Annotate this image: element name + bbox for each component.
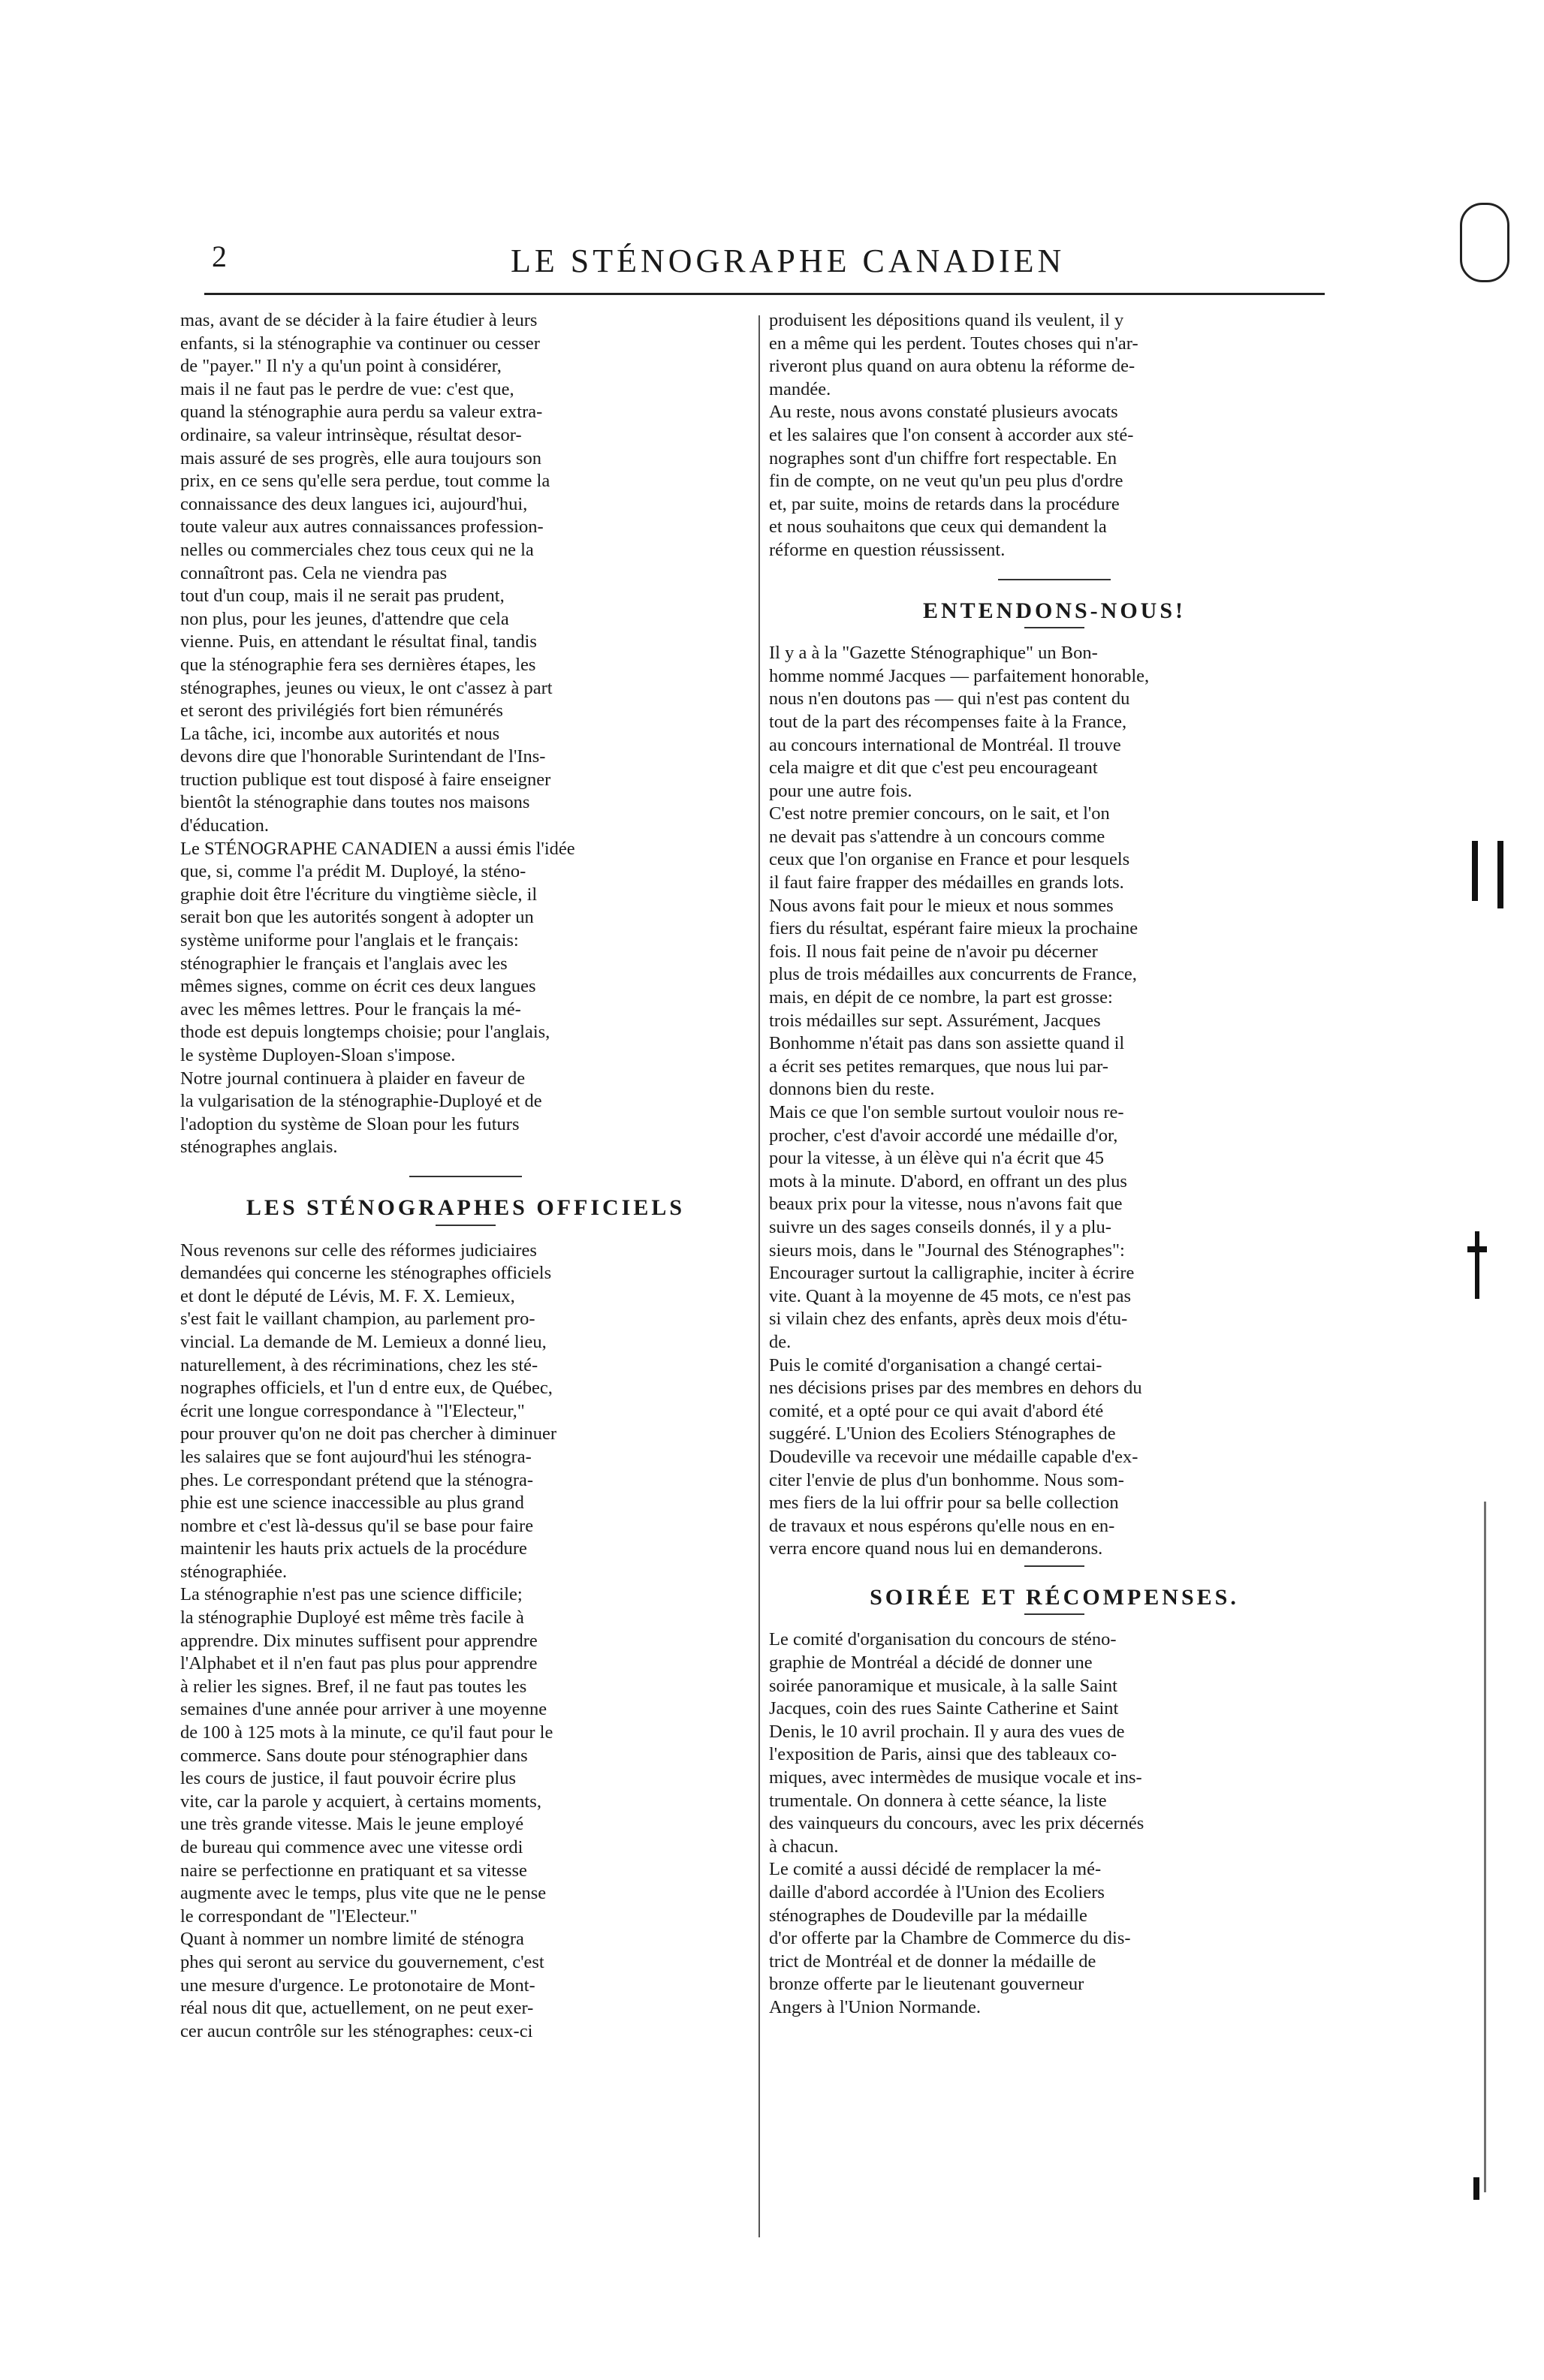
text-line: citer l'envie de plus d'un bonhomme. Nous som-	[769, 1469, 1124, 1490]
text-line: connaissance des deux langues ici, aujourd'hui,	[180, 493, 528, 514]
text-line: de travaux et nous espérons qu'elle nous en en-	[769, 1515, 1115, 1536]
text-line: mes fiers de la lui offrir pour sa belle collection	[769, 1493, 1119, 1514]
text-line: vincial. La demande de M. Lemieux a donné lieu,	[180, 1331, 547, 1352]
text-line: Il y a à la "Gazette Sténographique" un Bon-	[769, 643, 1098, 664]
section-divider-rule	[409, 1176, 522, 1177]
text-line: daille d'abord accordée à l'Union des Ecoliers	[769, 1882, 1105, 1902]
margin-mark	[1497, 841, 1503, 908]
heading-rule	[1024, 1613, 1084, 1615]
text-line: riveront plus quand on aura obtenu la réforme de-	[769, 356, 1135, 377]
right-section2-text	[769, 1628, 1340, 2019]
text-line: d'éducation.	[180, 815, 270, 836]
text-line: Quant à nommer un nombre limité de sténogra	[180, 1929, 524, 1950]
text-line: nelles ou commerciales chez tous ceux qui ne la	[180, 539, 534, 560]
text-line: Angers à l'Union Normande.	[769, 1996, 982, 2017]
text-line: phes qui seront au service du gouvernement, c'est	[180, 1951, 544, 1972]
text-line: s'est fait le vaillant champion, au parlement pro-	[180, 1309, 535, 1330]
page-number: 2	[212, 240, 227, 273]
text-line: mais assuré de ses progrès, elle aura toujours son	[180, 447, 542, 468]
text-line: Le STÉNOGRAPHE CANADIEN a aussi émis l'idée	[180, 838, 575, 859]
text-line: réforme en question réussissent.	[769, 539, 1006, 560]
text-line: si vilain chez des enfants, après deux mois d'étu-	[769, 1309, 1128, 1330]
text-line: Doudeville va recevoir une médaille capable d'ex-	[769, 1446, 1138, 1467]
text-line: La tâche, ici, incombe aux autorités et nous	[180, 723, 500, 744]
section-heading-entendons: ENTENDONS-NOUS!	[922, 598, 1187, 623]
text-line: de 100 à 125 mots à la minute, ce qu'il faut pour le	[180, 1722, 553, 1743]
text-line: procher, c'est d'avoir accordé une médaille d'or,	[769, 1125, 1118, 1146]
text-line: naturellement, à des récriminations, chez les sté-	[180, 1354, 538, 1375]
text-line: semaines d'une année pour arriver à une moyenne	[180, 1699, 547, 1720]
text-line: mas, avant de se décider à la faire étudier à leurs	[180, 310, 538, 330]
text-line: Bonhomme n'était pas dans son assiette quand il	[769, 1033, 1125, 1054]
text-line: prix, en ce sens qu'elle sera perdue, tout comme la	[180, 471, 550, 492]
text-line: et nous souhaitons que ceux qui demandent la	[769, 517, 1107, 538]
left-intro-text	[180, 309, 751, 1159]
heading-rule	[436, 1225, 496, 1226]
text-line: écrit une longue correspondance à "l'Electeur,"	[180, 1400, 525, 1421]
text-line: de "payer." Il n'y a qu'un point à considérer,	[180, 356, 502, 377]
text-line: trumentale. On donnera à cette séance, la liste	[769, 1790, 1107, 1811]
text-line: cer aucun contrôle sur les sténographes: ceux-ci	[180, 2020, 533, 2041]
text-line: mêmes signes, comme on écrit ces deux langues	[180, 976, 536, 997]
right-section1-text	[769, 642, 1340, 1561]
text-line: bientôt la sténographie dans toutes nos maisons	[180, 792, 530, 813]
header-rule	[204, 293, 1325, 295]
text-line: nes décisions prises par des membres en dehors du	[769, 1378, 1142, 1399]
text-line: Au reste, nous avons constaté plusieurs avocats	[769, 402, 1118, 423]
heading-rule	[1024, 1565, 1084, 1567]
text-line: mais il ne faut pas le perdre de vue: c'est que,	[180, 378, 514, 399]
text-line: en a même qui les perdent. Toutes choses qui n'ar-	[769, 333, 1138, 354]
text-line: miques, avec intermèdes de musique vocale et ins-	[769, 1767, 1142, 1788]
text-line: truction publique est tout disposé à faire enseigner	[180, 769, 551, 790]
text-line: pour prouver qu'on ne doit pas chercher à diminuer	[180, 1423, 557, 1445]
text-line: graphie de Montréal a décidé de donner une	[769, 1652, 1093, 1674]
text-line: nous n'en doutons pas — qui n'est pas content du	[769, 688, 1130, 709]
publication-title: LE STÉNOGRAPHE CANADIEN	[511, 243, 1066, 279]
text-line: verra encore quand nous lui en demanderons.	[769, 1538, 1103, 1559]
text-line: à relier les signes. Bref, il ne faut pas toutes les	[180, 1676, 527, 1697]
right-intro-text	[769, 309, 1340, 562]
text-line: non plus, pour les jeunes, d'attendre que cela	[180, 608, 509, 629]
text-line: ceux que l'on organise en France et pour lesquels	[769, 849, 1130, 870]
text-line: donnons bien du reste.	[769, 1079, 935, 1100]
text-line: Jacques, coin des rues Sainte Catherine et Saint	[769, 1698, 1119, 1719]
text-line: Nous avons fait pour le mieux et nous sommes	[769, 895, 1114, 916]
text-line: graphie doit être l'écriture du vingtième siècle, il	[180, 884, 538, 905]
text-line: avec les mêmes lettres. Pour le français la mé-	[180, 999, 521, 1020]
text-line: a écrit ses petites remarques, que nous lui par-	[769, 1056, 1108, 1077]
margin-mark	[1467, 1246, 1487, 1252]
text-line: plus de trois médailles aux concurrents de France,	[769, 964, 1137, 985]
text-line: et dont le député de Lévis, M. F. X. Lemieux,	[180, 1285, 515, 1306]
text-line: mais, en dépit de ce nombre, la part est grosse:	[769, 987, 1113, 1008]
left-column	[180, 309, 751, 2231]
text-line: produisent les dépositions quand ils veulent, il y	[769, 310, 1124, 330]
text-line: sténographes, jeunes ou vieux, le ont c'assez à part	[180, 677, 553, 698]
text-line: apprendre. Dix minutes suffisent pour apprendre	[180, 1630, 538, 1651]
text-line: ordinaire, sa valeur intrinsèque, résultat desor-	[180, 424, 522, 445]
text-line: Le comité d'organisation du concours de sténo-	[769, 1629, 1117, 1650]
text-line: les salaires que se font aujourd'hui les sténogra-	[180, 1446, 532, 1467]
text-line: tout de la part des récompenses faite à la France,	[769, 711, 1127, 732]
heading-rule	[1024, 627, 1084, 628]
text-line: une mesure d'urgence. Le protonotaire de Mont-	[180, 1975, 535, 1996]
text-line: tout d'un coup, mais il ne serait pas prudent,	[180, 586, 505, 607]
text-line: sténographier le français et l'anglais avec les	[180, 953, 508, 974]
text-line: nographes officiels, et l'un d entre eux, de Québec,	[180, 1378, 553, 1399]
text-line: une très grande vitesse. Mais le jeune employé	[180, 1814, 524, 1835]
column-divider	[758, 315, 760, 2237]
text-line: vite. Quant à la moyenne de 45 mots, ce n'est pas	[769, 1285, 1132, 1306]
text-line: il faut faire frapper des médailles en grands lots.	[769, 872, 1124, 893]
text-line: demandées qui concerne les sténographes officiels	[180, 1263, 552, 1284]
text-line: la vulgarisation de la sténographie-Duployé et de	[180, 1091, 542, 1112]
text-line: nombre et c'est là-dessus qu'il se base pour faire	[180, 1515, 534, 1536]
text-line: sténographes de Doudeville par la médaille	[769, 1905, 1087, 1926]
text-line: naire se perfectionne en pratiquant et sa vitesse	[180, 1860, 527, 1881]
text-line: l'Alphabet et il n'en faut pas plus pour apprendre	[180, 1653, 538, 1674]
text-line: d'or offerte par la Chambre de Commerce du dis-	[769, 1928, 1131, 1949]
text-line: la sténographie Duployé est même très facile à	[180, 1607, 524, 1628]
text-line: pour la vitesse, à un élève qui n'a écrit que 45	[769, 1148, 1104, 1169]
text-line: de.	[769, 1331, 792, 1352]
text-line: l'adoption du système de Sloan pour les futurs	[180, 1113, 520, 1134]
text-line: suggéré. L'Union des Ecoliers Sténographes de	[769, 1423, 1116, 1445]
text-line: sieurs mois, dans le "Journal des Sténographes":	[769, 1240, 1125, 1261]
text-line: Nous revenons sur celle des réformes judiciaires	[180, 1240, 537, 1261]
text-line: commerce. Sans doute pour sténographier dans	[180, 1745, 528, 1766]
text-line: mots à la minute. D'abord, en offrant un des plus	[769, 1170, 1127, 1192]
text-line: soirée panoramique et musicale, à la salle Saint	[769, 1675, 1117, 1696]
text-line: suivre un des sages conseils donnés, il y a plu-	[769, 1216, 1111, 1237]
text-line: le système Duployen-Sloan s'impose.	[180, 1045, 456, 1065]
text-line: l'exposition de Paris, ainsi que des tableaux co-	[769, 1744, 1117, 1765]
text-line: phie est une science inaccessible au plus grand	[180, 1493, 524, 1514]
text-line: fois. Il nous fait peine de n'avoir pu décerner	[769, 941, 1098, 962]
text-line: trois médailles sur sept. Assurément, Jacques	[769, 1010, 1101, 1031]
text-line: thode est depuis longtemps choisie; pour l'anglais,	[180, 1022, 550, 1043]
text-line: que, si, comme l'a prédit M. Duployé, la sténo-	[180, 861, 526, 882]
margin-mark	[1473, 2177, 1479, 2200]
text-line: au concours international de Montréal. Il trouve	[769, 734, 1121, 755]
text-line: La sténographie n'est pas une science difficile;	[180, 1584, 523, 1605]
text-line: ne devait pas s'attendre à un concours comme	[769, 826, 1105, 847]
text-line: et seront des privilégiés fort bien rémunérés	[180, 700, 503, 722]
text-line: vienne. Puis, en attendant le résultat final, tandis	[180, 631, 537, 652]
text-line: serait bon que les autorités songent à adopter un	[180, 907, 534, 928]
text-line: le correspondant de "l'Electeur."	[180, 1906, 418, 1927]
text-line: maintenir les hauts prix actuels de la procédure	[180, 1538, 527, 1559]
text-line: vite, car la parole y acquiert, à certains moments,	[180, 1791, 541, 1812]
text-line: à chacun.	[769, 1836, 839, 1857]
text-line: que la sténographie fera ses dernières étapes, les	[180, 654, 536, 675]
text-line: des vainqueurs du concours, avec les prix décernés	[769, 1813, 1144, 1834]
section-divider-rule	[998, 579, 1111, 580]
text-line: fiers du résultat, espérant faire mieux la prochaine	[769, 918, 1138, 939]
text-line: mandée.	[769, 378, 831, 399]
text-line: les cours de justice, il faut pouvoir écrire plus	[180, 1768, 516, 1789]
text-line: augmente avec le temps, plus vite que ne le pense	[180, 1883, 547, 1904]
text-line: réal nous dit que, actuellement, on ne peut exer-	[180, 1998, 534, 2019]
text-line: sténographiée.	[180, 1561, 288, 1582]
text-line: homme nommé Jacques — parfaitement honorable,	[769, 665, 1150, 686]
margin-mark	[1484, 1502, 1486, 2192]
text-line: devons dire que l'honorable Surintendant de l'Ins-	[180, 746, 546, 767]
text-line: et les salaires que l'on consent à accorder aux sté-	[769, 424, 1134, 445]
text-line: beaux prix pour la vitesse, nous n'avons fait que	[769, 1194, 1123, 1215]
margin-scan-marks	[1454, 0, 1544, 2380]
margin-mark	[1475, 1231, 1479, 1299]
right-column	[769, 309, 1340, 2231]
text-line: trict de Montréal et de donner la médaille de	[769, 1951, 1096, 1972]
text-line: pour une autre fois.	[769, 780, 912, 801]
text-line: nographes sont d'un chiffre fort respectable. En	[769, 447, 1117, 468]
margin-mark	[1472, 841, 1478, 901]
text-line: Le comité a aussi décidé de remplacer la mé-	[769, 1859, 1102, 1880]
text-line: Encourager surtout la calligraphie, inciter à écrire	[769, 1263, 1135, 1284]
text-line: fin de compte, on ne veut qu'un peu plus d'ordre	[769, 471, 1123, 492]
text-line: bronze offerte par le lieutenant gouverneur	[769, 1974, 1084, 1995]
text-line: sténographes anglais.	[180, 1137, 338, 1158]
text-line: cela maigre et dit que c'est peu encourageant	[769, 758, 1098, 779]
text-line: et, par suite, moins de retards dans la procédure	[769, 493, 1120, 514]
text-line: Notre journal continuera à plaider en faveur de	[180, 1068, 526, 1089]
text-line: toute valeur aux autres connaissances profession-	[180, 517, 544, 538]
text-line: comité, et a opté pour ce qui avait d'abord été	[769, 1400, 1104, 1421]
section-heading-soiree: SOIRÉE ET RÉCOMPENSES.	[870, 1584, 1239, 1610]
text-line: système uniforme pour l'anglais et le français:	[180, 930, 519, 951]
text-line: C'est notre premier concours, on le sait, et l'on	[769, 803, 1110, 824]
left-section-text	[180, 1240, 751, 2044]
text-line: Denis, le 10 avril prochain. Il y aura des vues de	[769, 1721, 1125, 1742]
text-line: phes. Le correspondant prétend que la sténogra-	[180, 1469, 534, 1490]
text-line: enfants, si la sténographie va continuer ou cesser	[180, 333, 540, 354]
text-line: quand la sténographie aura perdu sa valeur extra-	[180, 402, 543, 423]
text-line: de bureau qui commence avec une vitesse ordi	[180, 1837, 523, 1857]
text-line: Mais ce que l'on semble surtout vouloir nous re-	[769, 1102, 1124, 1122]
section-heading-officiels: LES STÉNOGRAPHES OFFICIELS	[246, 1195, 686, 1220]
text-line: connaîtront pas. Cela ne viendra pas	[180, 562, 448, 583]
text-line: Puis le comité d'organisation a changé certai-	[769, 1354, 1102, 1375]
